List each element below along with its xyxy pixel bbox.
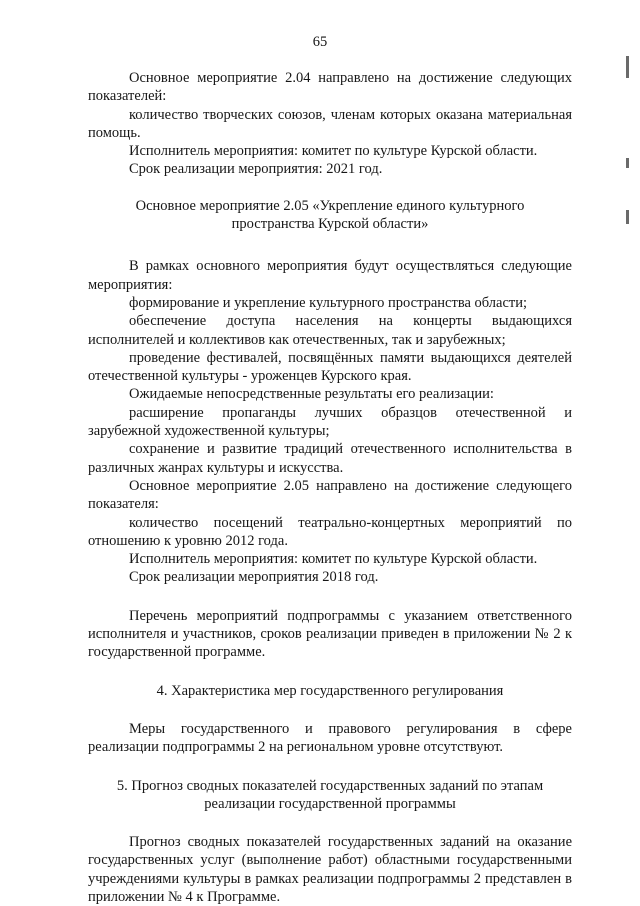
paragraph-2-05-indicator: Основное мероприятие 2.05 направлено на достижение следующего показателя:	[88, 477, 572, 513]
paragraph-term-2-05: Срок реализации мероприятия 2018 год.	[129, 569, 379, 586]
paragraph-regulation: Меры государственного и правового регулирования в сфере реализации подпрограммы 2 на региональном уровне отсутствуют.	[88, 720, 572, 756]
paragraph-creative-unions: количество творческих союзов, членам которых оказана материальная помощь.	[88, 106, 572, 141]
spacer	[88, 700, 572, 720]
spacer	[88, 813, 572, 833]
spacer	[88, 233, 572, 257]
paragraph-term-2-04: Срок реализации мероприятия: 2021 год.	[129, 161, 383, 178]
paragraph-propaganda: расширение пропаганды лучших образцов отечественной и зарубежной художественной культуры;	[88, 404, 572, 440]
paragraph-visits: количество посещений театрально-концертных мероприятий по отношению к уровню 2012 года.	[88, 514, 572, 549]
paragraph-executor-2-04: Исполнитель мероприятия: комитет по культуре Курской области.	[129, 143, 538, 160]
paragraph-measures-intro: В рамках основного мероприятия будут осуществляться следующие мероприятия:	[88, 258, 572, 293]
paragraph-festivals: проведение фестивалей, посвящённых памяти выдающихся деятелей отечественной культуры - уроженцев Курского края.	[88, 349, 572, 385]
heading-section-4: 4. Характеристика мер государственного регулирования	[156, 682, 504, 699]
spacer	[88, 587, 572, 607]
paragraph-appendix-4: Прогноз сводных показателей государственных заданий на оказание государственных услуг (выполнение работ) областными государственными учреждениями культуры в рамках реализации подпрограммы 2 представлен в приложении № 4 к Программе.	[88, 834, 572, 905]
document-body	[88, 69, 572, 906]
paragraph-appendix-2: Перечень мероприятий подпрограммы с указанием ответственного исполнителя и участников, сроков реализации приведен в приложении № 2 к государственной программе.	[88, 607, 572, 661]
paragraph-cultural-space: формирование и укрепление культурного пространства области;	[129, 294, 528, 311]
paragraph-traditions: сохранение и развитие традиций отечественного исполнительства в различных жанрах культуры и искусства.	[88, 441, 572, 476]
scan-edge-mark	[626, 56, 629, 78]
heading-section-5: 5. Прогноз сводных показателей государственных заданий по этапам реализации государственной программы	[116, 777, 544, 812]
page-number: 65	[312, 34, 328, 50]
paragraph-expected-results: Ожидаемые непосредственные результаты его реализации:	[129, 386, 494, 403]
paragraph-2-04-indicators: Основное мероприятие 2.04 направлено на достижение следующих показателей:	[88, 70, 572, 105]
spacer	[88, 757, 572, 777]
spacer	[88, 662, 572, 682]
heading-measure-2-05: Основное мероприятие 2.05 «Укрепление единого культурного пространства Курской области»	[135, 197, 525, 233]
scan-edge-mark	[626, 210, 629, 224]
paragraph-executor-2-05: Исполнитель мероприятия: комитет по культуре Курской области.	[129, 551, 538, 568]
scan-edge-mark	[626, 158, 629, 168]
paragraph-concert-access: обеспечение доступа населения на концерты выдающихся исполнителей и коллективов как отечественных, так и зарубежных;	[88, 313, 572, 348]
spacer	[88, 179, 572, 197]
